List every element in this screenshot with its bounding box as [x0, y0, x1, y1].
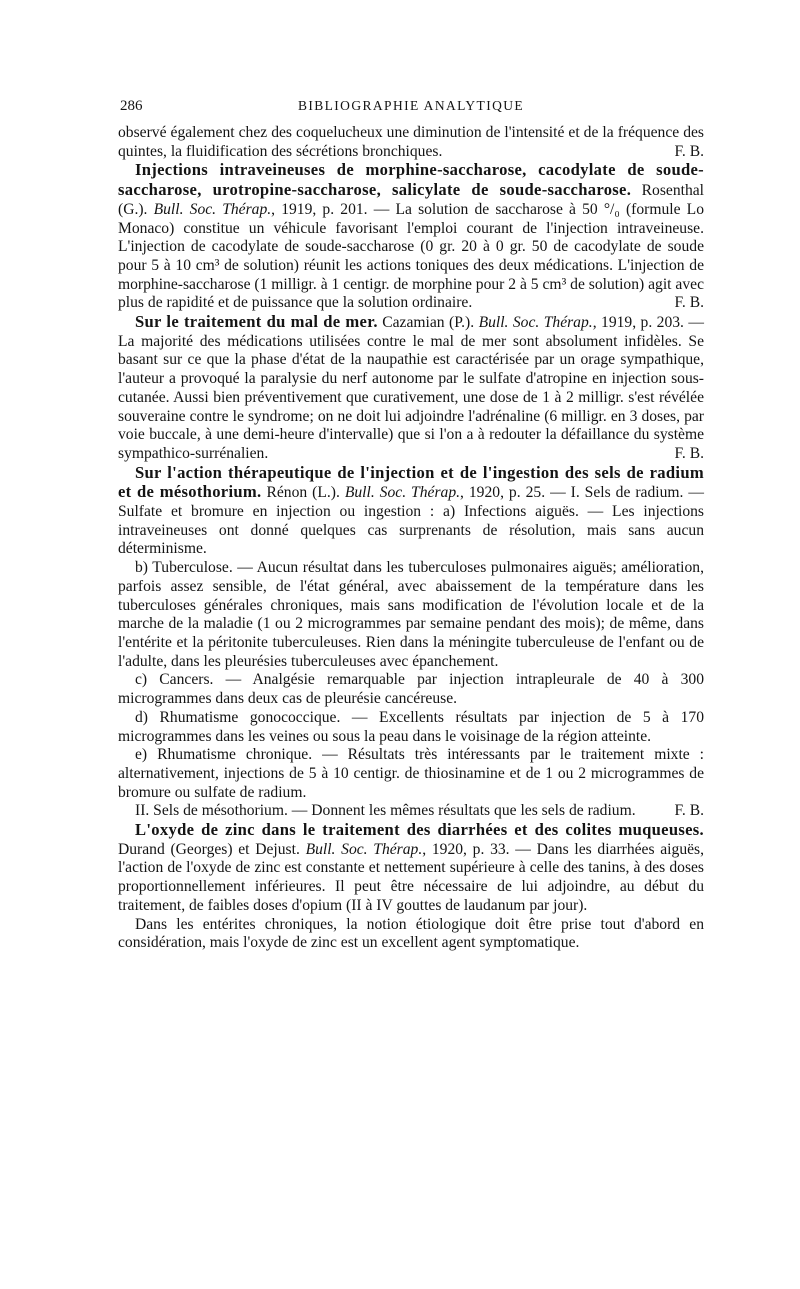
- entry-title: Injections intraveineuses de morphine-saccharose, cacodylate de soude-saccharose, urotropine-saccharose, salicylate de soude-saccharose.: [118, 160, 704, 200]
- paragraph: II. Sels de mésothorium. — Donnent les mêmes résultats que les sels de radium. F. B.: [135, 802, 704, 820]
- entry-title: L'oxyde de zinc dans le traitement des diarrhées et des colites muqueuses.: [135, 820, 704, 840]
- signature: F. B.: [674, 294, 704, 312]
- paragraph: L'oxyde de zinc dans le traitement des diarrhées et des colites muqueuses. Durand (Georges) et Dejust. Bull. Soc. Thérap., 1920, p. 33. — Dans les diarrhées aiguës, l'action de l'oxyde de zinc est constante et nettement supérieure à celle des tanins, à des doses proportionnellement inférieures. Il peut être nécessaire de lui adjoindre, au début du traitement, de faibles doses d'opium (II à IV gouttes de laudanum par jour).: [118, 820, 704, 914]
- signature: F. B.: [674, 444, 704, 462]
- entry-author: Durand (Georges) et Dejust.: [118, 840, 300, 858]
- page-number: 286: [120, 98, 143, 114]
- paragraph: Injections intraveineuses de morphine-saccharose, cacodylate de soude-saccharose, urotropine-saccharose, salicylate de soude-saccharose. Rosenthal (G.). Bull. Soc. Thérap., 1919, p. 201. — La solution de saccharose à 50 °/₀ (formule Lo Monaco) constitue un véhicule favorisant l'emploi courant de l'injection intraveineuse. L'injection de cacodylate de soude-saccharose (0 gr. 20 à 0 gr. 50 de cacodylate de soude pour 5 à 10 cm³ de solution) réunit les actions toniques des deux médications. L'injection de morphine-saccharose (1 milligr. à 1 centigr. de morphine pour 2 à 5 cm³ de solution) agit avec plus de rapidité et de puissance que la solution ordinaire. F. B.: [118, 160, 704, 312]
- paragraph: d) Rhumatisme gonococcique. — Excellents résultats par injection de 5 à 170 microgrammes dans les veines ou sous la peau dans le voisinage de la région atteinte.: [118, 708, 704, 745]
- entry-durand: [118, 821, 704, 953]
- entry-rosenthal: [118, 161, 704, 313]
- entry-citation: , 1919, p. 203.: [592, 314, 684, 332]
- document-page: [118, 98, 704, 953]
- entry-author: Rosenthal (G.).: [118, 182, 704, 218]
- signature: F. B.: [674, 802, 704, 820]
- entry-cazamian: [118, 313, 704, 464]
- entry-journal: Bull. Soc. Thérap.: [344, 484, 461, 502]
- paragraph: Sur l'action thérapeutique de l'injection et de l'ingestion des sels de radium et de mésothorium. Rénon (L.). Bull. Soc. Thérap., 1920, p. 25. — I. Sels de radium. — Sulfate et bromure en injection ou ingestion : a) Infections aiguës. — Les injections intraveineuses ont donné quelques cas surprenants de résolution, mais sans aucun déterminisme.: [118, 462, 704, 558]
- entry-author: Rénon (L.).: [266, 484, 340, 502]
- paragraph: c) Cancers. — Analgésie remarquable par injection intrapleurale de 40 à 300 microgrammes dans deux cas de pleurésie cancéreuse.: [118, 671, 704, 708]
- paragraph: observé également chez des coquelucheux une diminution de l'intensité et de la fréquence des quintes, la fluidification des sécrétions bronchiques. F. B.: [118, 124, 704, 160]
- entry-citation: , 1919, p. 201.: [271, 200, 368, 218]
- paragraph: e) Rhumatisme chronique. — Résultats très intéressants par le traitement mixte : alternativement, injections de 5 à 10 centigr. de thiosinamine et de 1 ou 2 microgrammes de bromure ou sulfate de radium.: [118, 746, 704, 801]
- entry-journal: Bull. Soc. Thérap.: [478, 314, 593, 332]
- running-title: BIBLIOGRAPHIE ANALYTIQUE: [297, 98, 525, 113]
- entry-continuation: [118, 124, 704, 161]
- entry-citation: , 1920, p. 25.: [460, 484, 546, 502]
- signature: F. B.: [674, 142, 704, 160]
- entry-title: Sur le traitement du mal de mer.: [135, 312, 378, 332]
- page-header: [118, 98, 704, 124]
- paragraph: Sur le traitement du mal de mer. Cazamian (P.). Bull. Soc. Thérap., 1919, p. 203. — La majorité des médications utilisées contre le mal de mer sont absolument infidèles. Se basant sur ce que la phase d'état de la naupathie est caractérisée par un orage sympathique, l'auteur a provoqué la paralysie du nerf autonome par le sulfate d'atropine en injection sous-cutanée. Aussi bien préventivement que curativement, une dose de 1 à 2 milligr. s'est révélée souveraine contre le syndrome; on ne doit lui adjoindre l'adrénaline (6 milligr. en 3 doses, par voie buccale, à une demi-heure d'intervalle) que si l'on a à redouter la défaillance du système sympathico-surrénalien. F. B.: [118, 312, 704, 462]
- paragraph: Dans les entérites chroniques, la notion étiologique doit être prise tout d'abord en considération, mais l'oxyde de zinc est un excellent agent symptomatique.: [118, 915, 704, 952]
- entry-author: Cazamian (P.).: [382, 314, 475, 332]
- entry-journal: Bull. Soc. Thérap.: [153, 200, 272, 218]
- entry-citation: , 1920, p. 33.: [422, 840, 510, 858]
- entry-journal: Bull. Soc. Thérap.: [305, 840, 423, 858]
- entry-title: Sur l'action thérapeutique de l'injection et de l'ingestion des sels de radium et de mésothorium.: [118, 462, 704, 502]
- paragraph: b) Tuberculose. — Aucun résultat dans les tuberculoses pulmonaires aiguës; amélioration, parfois assez sensible, de l'état général, avec abaissement de la température dans les tuberculoses générales chroniques, mais sans modification de l'évolution locale et de la marche de la maladie (1 ou 2 microgrammes par semaine pendant des mois); de même, dans l'entérite et la péritonite tuberculeuses. Rien dans la méningite tuberculeuse de l'enfant ou de l'adulte, dans les pleurésies tuberculeuses avec épanchement.: [118, 559, 704, 670]
- entry-renon: [118, 464, 704, 821]
